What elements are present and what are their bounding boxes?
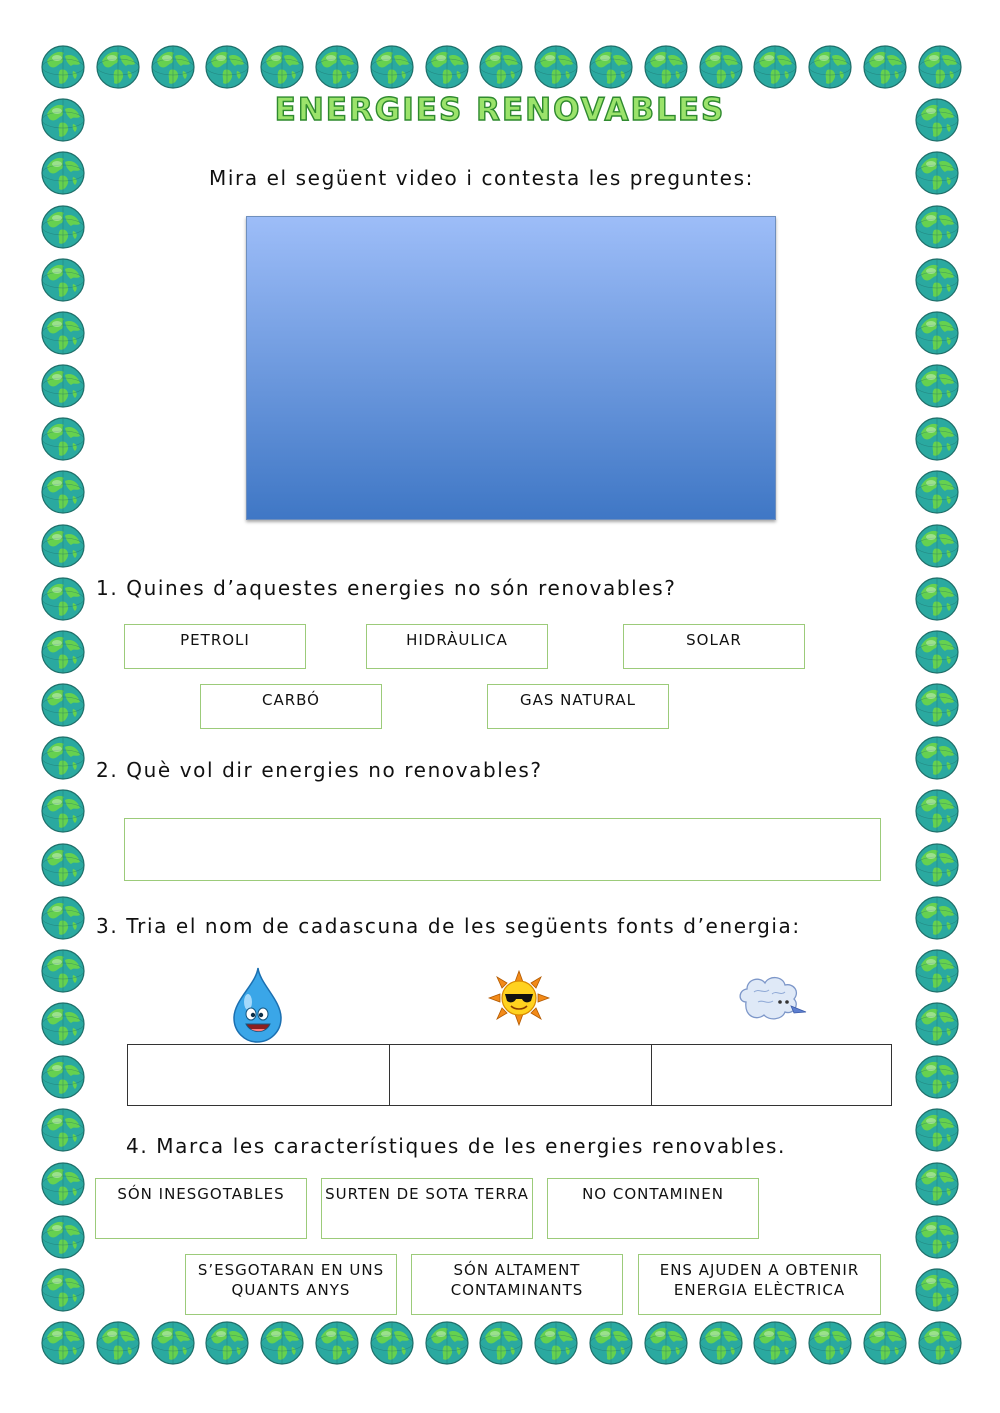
- q4-option-no-contaminen[interactable]: NO CONTAMINEN: [547, 1178, 759, 1239]
- globe-icon: [862, 44, 908, 90]
- sun-icon: [488, 970, 550, 1026]
- q3-answer-cell-sun[interactable]: [389, 1045, 651, 1105]
- globe-icon: [40, 682, 86, 728]
- globe-icon: [204, 1320, 250, 1366]
- globe-icon: [40, 523, 86, 569]
- q4-option-esgotaran[interactable]: S’ESGOTARAN EN UNS QUANTS ANYS: [185, 1254, 397, 1315]
- globe-icon: [914, 310, 960, 356]
- globe-icon: [40, 257, 86, 303]
- globe-icon: [914, 204, 960, 250]
- globe-icon: [40, 310, 86, 356]
- globe-icon: [698, 1320, 744, 1366]
- globe-icon: [40, 150, 86, 196]
- globe-icon: [914, 150, 960, 196]
- q1-option-petroli[interactable]: PETROLI: [124, 624, 306, 669]
- globe-icon: [914, 629, 960, 675]
- globe-icon: [150, 44, 196, 90]
- q4-option-contaminants[interactable]: SÓN ALTAMENT CONTAMINANTS: [411, 1254, 623, 1315]
- globe-icon: [914, 469, 960, 515]
- globe-icon: [914, 895, 960, 941]
- globe-icon: [314, 44, 360, 90]
- q1-option-solar[interactable]: SOLAR: [623, 624, 805, 669]
- globe-icon: [533, 44, 579, 90]
- globe-icon: [424, 1320, 470, 1366]
- globe-icon: [533, 1320, 579, 1366]
- globe-icon: [424, 44, 470, 90]
- globe-icon: [588, 44, 634, 90]
- globe-icon: [807, 44, 853, 90]
- q2-answer-field[interactable]: [124, 818, 881, 881]
- globe-icon: [914, 1107, 960, 1153]
- question-2-label: 2. Què vol dir energies no renovables?: [96, 758, 543, 782]
- globe-icon: [40, 416, 86, 462]
- globe-icon: [40, 204, 86, 250]
- globe-icon: [752, 1320, 798, 1366]
- globe-icon: [40, 842, 86, 888]
- globe-icon: [40, 363, 86, 409]
- q3-answer-table: [127, 1044, 892, 1106]
- globe-icon: [643, 1320, 689, 1366]
- question-1-label: 1. Quines d’aquestes energies no són renovables?: [96, 576, 677, 600]
- video-placeholder[interactable]: [246, 216, 776, 520]
- globe-icon: [40, 629, 86, 675]
- globe-icon: [917, 1320, 963, 1366]
- globe-icon: [914, 1161, 960, 1207]
- globe-icon: [369, 44, 415, 90]
- globe-icon: [914, 682, 960, 728]
- globe-icon: [40, 895, 86, 941]
- globe-icon: [40, 1267, 86, 1313]
- globe-icon: [95, 1320, 141, 1366]
- globe-icon: [40, 735, 86, 781]
- q4-option-sota-terra[interactable]: SURTEN DE SOTA TERRA: [321, 1178, 533, 1239]
- question-4-label: 4. Marca les característiques de les energies renovables.: [126, 1134, 787, 1158]
- globe-icon: [150, 1320, 196, 1366]
- q1-option-gas-natural[interactable]: GAS NATURAL: [487, 684, 669, 729]
- globe-icon: [588, 1320, 634, 1366]
- globe-icon: [862, 1320, 908, 1366]
- globe-icon: [914, 1001, 960, 1047]
- globe-icon: [914, 735, 960, 781]
- globe-icon: [807, 1320, 853, 1366]
- globe-icon: [40, 788, 86, 834]
- globe-icon: [478, 1320, 524, 1366]
- q1-option-carbo[interactable]: CARBÓ: [200, 684, 382, 729]
- globe-icon: [914, 523, 960, 569]
- globe-icon: [914, 257, 960, 303]
- globe-icon: [914, 842, 960, 888]
- globe-icon: [914, 576, 960, 622]
- globe-icon: [698, 44, 744, 90]
- globe-icon: [40, 469, 86, 515]
- globe-icon: [204, 44, 250, 90]
- q4-option-inesgotables[interactable]: SÓN INESGOTABLES: [95, 1178, 307, 1239]
- globe-icon: [914, 788, 960, 834]
- globe-icon: [259, 1320, 305, 1366]
- globe-icon: [752, 44, 798, 90]
- intro-instruction: Mira el següent video i contesta les preguntes:: [209, 166, 754, 190]
- globe-icon: [95, 44, 141, 90]
- globe-icon: [40, 1320, 86, 1366]
- water-drop-icon: [226, 966, 288, 1044]
- globe-icon: [914, 1267, 960, 1313]
- globe-icon: [40, 1107, 86, 1153]
- globe-icon: [259, 44, 305, 90]
- wind-cloud-icon: [736, 972, 808, 1026]
- q3-answer-cell-wind[interactable]: [651, 1045, 891, 1105]
- page-title: ENERGIES RENOVABLES: [274, 92, 726, 128]
- globe-icon: [643, 44, 689, 90]
- q4-option-energia-electrica[interactable]: ENS AJUDEN A OBTENIR ENERGIA ELÈCTRICA: [638, 1254, 881, 1315]
- globe-icon: [40, 44, 86, 90]
- q1-option-hidraulica[interactable]: HIDRÀULICA: [366, 624, 548, 669]
- globe-icon: [40, 1161, 86, 1207]
- globe-icon: [478, 44, 524, 90]
- globe-icon: [40, 1054, 86, 1100]
- question-3-label: 3. Tria el nom de cadascuna de les següents fonts d’energia:: [96, 914, 801, 938]
- globe-icon: [914, 1214, 960, 1260]
- globe-icon: [40, 576, 86, 622]
- globe-icon: [314, 1320, 360, 1366]
- globe-icon: [914, 416, 960, 462]
- q3-answer-cell-water[interactable]: [128, 1045, 389, 1105]
- globe-icon: [40, 1001, 86, 1047]
- globe-icon: [917, 44, 963, 90]
- globe-icon: [914, 363, 960, 409]
- globe-icon: [914, 948, 960, 994]
- globe-icon: [40, 1214, 86, 1260]
- globe-icon: [40, 948, 86, 994]
- globe-icon: [914, 1054, 960, 1100]
- globe-icon: [369, 1320, 415, 1366]
